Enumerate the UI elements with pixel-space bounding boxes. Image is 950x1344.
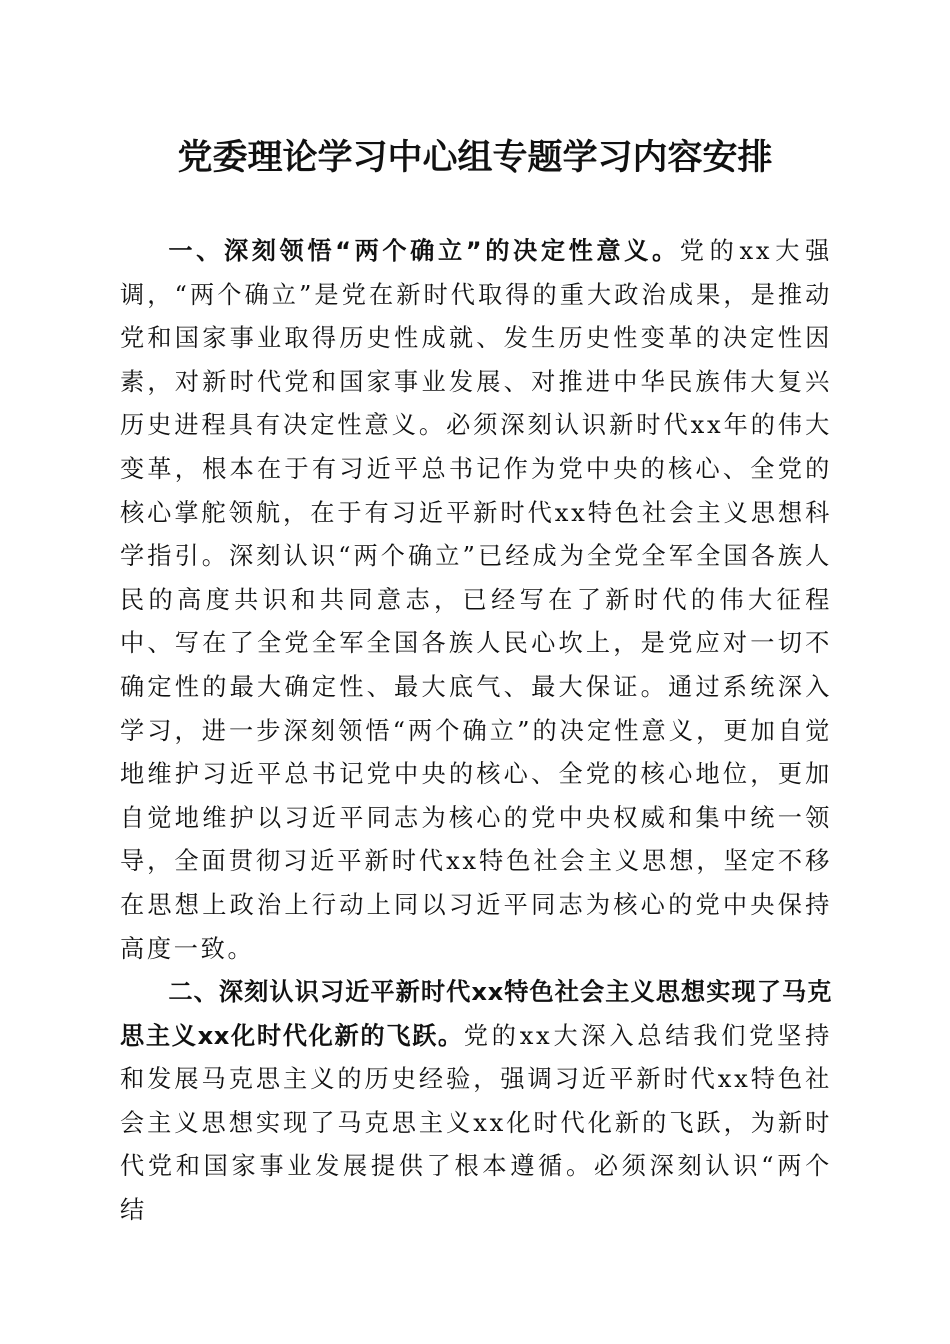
paragraph-2	[120, 971, 832, 1233]
paragraph-2-text: 党的xx大深入总结我们党坚持和发展马克思主义的历史经验，强调习近平新时代xx特色社会主义思想实现了马克思主义xx化时代化新的飞跃，为新时代党和国家事业发展提供了根本遵循。必须深刻认识“两个结	[120, 1021, 832, 1225]
paragraph-1-heading: 一、深刻领悟“两个确立”的决定性意义。	[168, 237, 680, 265]
paragraph-2-heading: 二、深刻认识习近平新时代xx特色社会主义思想实现了马克思主义xx化时代化新的飞跃。	[120, 978, 832, 1050]
paragraph-1	[120, 230, 832, 971]
document-body	[120, 230, 832, 1233]
paragraph-1-text: 党的xx大强调，“两个确立”是党在新时代取得的重大政治成果，是推动党和国家事业取得历史性成就、发生历史性变革的决定性因素，对新时代党和国家事业发展、对推进中华民族伟大复兴历史进程具有决定性意义。必须深刻认识新时代xx年的伟大变革，根本在于有习近平总书记作为党中央的核心、全党的核心掌舵领航，在于有习近平新时代xx特色社会主义思想科学指引。深刻认识“两个确立”已经成为全党全军全国各族人民的高度共识和共同意志，已经写在了新时代的伟大征程中、写在了全党全军全国各族人民心坎上，是党应对一切不确定性的最大确定性、最大底气、最大保证。通过系统深入学习，进一步深刻领悟“两个确立”的决定性意义，更加自觉地维护习近平总书记党中央的核心、全党的核心地位，更加自觉地维护以习近平同志为核心的党中央权威和集中统一领导，全面贯彻习近平新时代xx特色社会主义思想，坚定不移在思想上政治上行动上同以习近平同志为核心的党中央保持高度一致。	[120, 237, 832, 963]
document-title: 党委理论学习中心组专题学习内容安排	[177, 137, 773, 178]
